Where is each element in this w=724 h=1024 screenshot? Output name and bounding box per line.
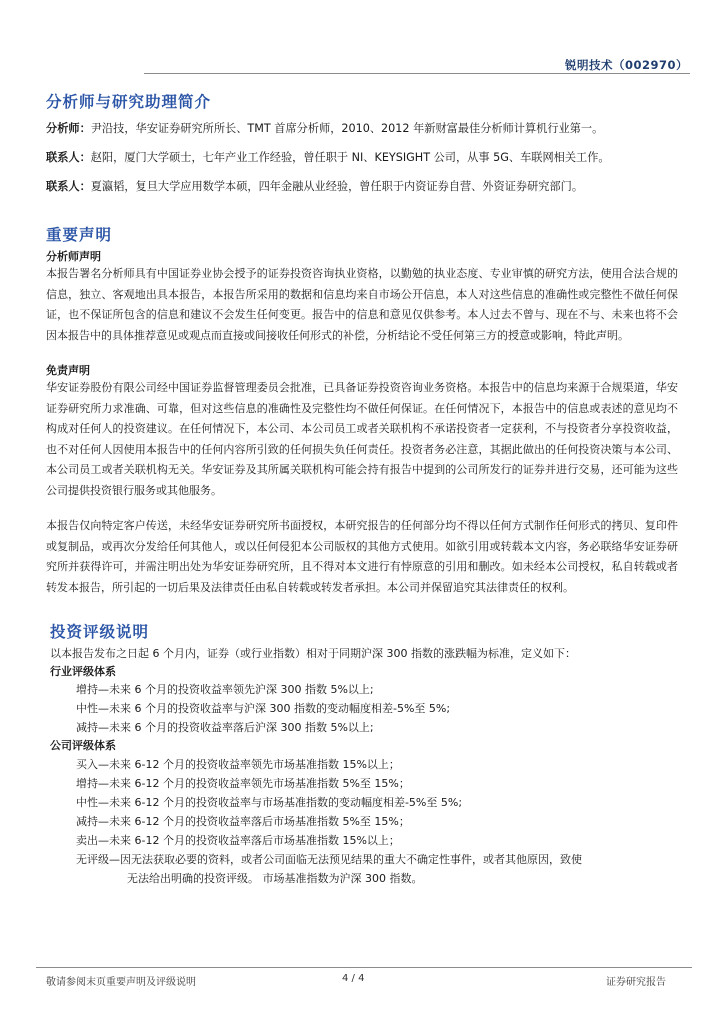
rating-section-title: 投资评级说明 [50,623,150,641]
contact-row [46,179,686,194]
disclaimer-section-title: 重要声明 [46,226,113,244]
no-rating-continued: 无法给出明确的投资评级。 市场基准指数为沪深 300 指数。 [127,872,423,885]
industry-rating-item: 减持—未来 6 个月的投资收益率落后沪深 300 指数 5%以上; [76,721,374,734]
analysts-section-title: 分析师与研究助理简介 [46,93,212,111]
company-rating-item: 中性—未来 6-12 个月的投资收益率与市场基准指数的变动幅度相差-5%至 5%; [76,796,463,809]
company-rating-item: 卖出—未来 6-12 个月的投资收益率落后市场基准指数 15%以上； [76,834,400,847]
exemption-title: 免责声明 [46,364,90,377]
header-divider [144,73,690,74]
analyst-statement-text: 本报告署名分析师具有中国证券业协会授予的证券投资咨询执业资格，以勤勉的执业态度、专业审慎的研究方法，使用合法合规的信息，独立、客观地出具本报告，本报告所采用的数据和信息均来自市场公开信息，本人对这些信息的准确性或完整性不做任何保证，也不保证所包含的信息和建议不会发生任何变更。报告中的信息和意见仅供参考。本人过去不曾与、现在不与、未来也将不会因本报告中的具体推荐意见或观点而直接或间接收任何形式的补偿，分析结论不受任何第三方的授意或影响，特此声明。 [46,267,678,342]
page-number: 4 / 4 [342,973,365,984]
analyst-statement-title: 分析师声明 [46,250,101,263]
contact-row-text: 赵阳，厦门大学硕士，七年产业工作经验，曾任职于 NI、KEYSIGHT 公司，从事 5G、车联网相关工作。 [90,151,610,164]
industry-rating-title: 行业评级体系 [50,665,116,678]
contact-row-label: 联系人： [46,151,91,164]
analyst-row-text: 尹沿技，华安证券研究所所长、TMT 首席分析师，2010、2012 年新财富最佳分析师计算机行业第一。 [90,122,604,135]
company-rating-item: 买入—未来 6-12 个月的投资收益率领先市场基准指数 15%以上； [76,758,400,771]
footer-note: 敬请参阅末页重要声明及评级说明 [46,977,196,988]
analyst-row [46,121,686,136]
company-header: 锐明技术（002970） [564,58,688,72]
exemption-paragraph: 本报告仅向特定客户传送，未经华安证券研究所书面授权，本研究报告的任何部分均不得以任何方式制作任何形式的拷贝、复印件或复制品，或再次分发给任何其他人，或以任何侵犯本公司版权的其他方式使用。如欲引用或转载本文内容，务必联络华安证券研究所并获得许可，并需注明出处为华安证券研究所，且不得对本文进行有悖原意的引用和删改。如未经本公司授权，私自转载或者转发本报告，所引起的一切后果及法律责任由私自转载或转发者承担。本公司并保留追究其法律责任的权利。 [46,519,678,594]
contact-row-label: 联系人： [46,180,91,193]
no-rating-item: 无评级—因无法获取必要的资料，或者公司面临无法预见结果的重大不确定性事件，或者其他原因，致使 [76,853,582,866]
industry-rating-item: 增持—未来 6 个月的投资收益率领先沪深 300 指数 5%以上; [76,683,374,696]
company-rating-item: 增持—未来 6-12 个月的投资收益率领先市场基准指数 5%至 15%； [76,777,410,790]
rating-intro: 以本报告发布之日起 6 个月内，证券（或行业指数）相对于同期沪深 300 指数的涨跌幅为标准，定义如下： [50,647,576,660]
exemption-paragraph: 华安证券股份有限公司经中国证券监督管理委员会批准，已具备证券投资咨询业务资格。本报告中的信息均来源于合规渠道，华安证券研究所力求准确、可靠，但对这些信息的准确性及完整性均不做任何保证。在任何情况下，本报告中的信息或表述的意见均不构成对任何人的投资建议。在任何情况下，本公司、本公司员工或者关联机构不承诺投资者一定获利，不与投资者分享投资收益，也不对任何人因使用本报告中的任何内容所引致的任何损失负任何责任。投资者务必注意，其据此做出的任何投资决策与本公司、本公司员工或者关联机构无关。华安证券及其所属关联机构可能会持有报告中提到的公司所发行的证券并进行交易，还可能为这些公司提供投资银行服务或其他服务。 [46,381,678,497]
company-rating-title: 公司评级体系 [50,739,116,752]
footer-report-type: 证券研究报告 [606,977,666,988]
contact-row-text: 夏瀛韬，复旦大学应用数学本硕，四年金融从业经验，曾任职于内资证券自营、外资证券研究部门。 [90,180,584,193]
company-rating-item: 减持—未来 6-12 个月的投资收益率落后市场基准指数 5%至 15%； [76,815,410,828]
industry-rating-item: 中性—未来 6 个月的投资收益率与沪深 300 指数的变动幅度相差-5%至 5%; [76,702,451,715]
analyst-row-label: 分析师： [46,122,91,135]
footer-divider [36,967,692,968]
contact-row [46,150,686,165]
